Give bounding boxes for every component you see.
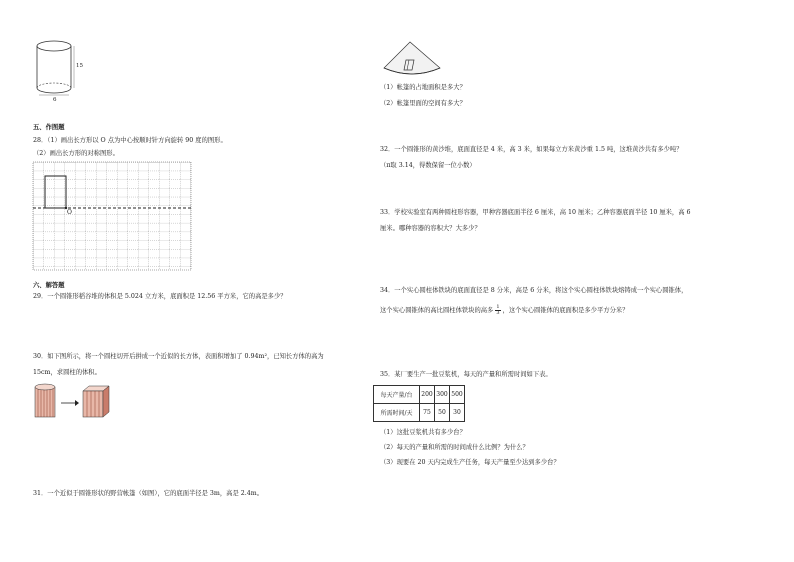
table-cell: 300 bbox=[435, 386, 450, 404]
section-5-heading: 五、作图题 bbox=[33, 124, 65, 131]
q28-line2: （2）画出长方形的对称图形。 bbox=[33, 150, 119, 157]
q31-sub1: （1）帐篷的占地面积是多大？ bbox=[380, 84, 466, 91]
section-6-heading: 六、解答题 bbox=[33, 282, 65, 289]
one-third-fraction: $\frac{1}{3}$ bbox=[496, 304, 500, 316]
q35-sub2: （2）每天的产量和所需的时间成什么比例？为什么？ bbox=[380, 444, 529, 451]
table-row bbox=[374, 404, 465, 422]
point-o-label: O bbox=[67, 209, 72, 216]
row-label-daily-output: 每天产量/台 bbox=[374, 386, 420, 404]
q30-line2: 15cm，求圆柱的体积。 bbox=[33, 369, 101, 376]
q32-line2: （π取 3.14，得数保留一位小数） bbox=[380, 162, 476, 169]
tent-figure bbox=[382, 40, 442, 80]
cylinder-diameter-label: 6 bbox=[53, 97, 57, 103]
cylinder-figure bbox=[30, 38, 90, 108]
q34-line1: 34．一个实心圆柱体铁块的底面直径是 8 分米，高是 6 分米，将这个实心圆柱体铁块熔铸成一个实心圆锥体， bbox=[380, 287, 688, 294]
table-row bbox=[374, 386, 465, 404]
q34-line2-start: 这个实心圆锥体的高比圆柱体铁块的高多 bbox=[380, 307, 494, 314]
q35-sub3: （3）现要在 20 天内完成生产任务，每天产量至少达到多少台？ bbox=[380, 459, 560, 466]
q34-line2-end: ，这个实心圆锥体的底面积是多少平方分米？ bbox=[502, 307, 629, 314]
table-cell: 75 bbox=[420, 404, 435, 422]
table-cell: 500 bbox=[450, 386, 465, 404]
cylinder-to-cuboid-figure bbox=[33, 383, 113, 423]
q33-line1: 33．学校实验室有两种圆柱形容器，甲种容器底面半径 6 厘米，高 10 厘米；乙种容器底面半径 10 厘米，高 6 bbox=[380, 209, 691, 216]
q33-line2: 厘米。哪种容器的容积大？大多少？ bbox=[380, 225, 481, 232]
table-cell: 30 bbox=[450, 404, 465, 422]
drawing-grid bbox=[33, 162, 203, 272]
q28-line1: 28．（1）画出长方形以 O 点为中心按顺时针方向旋转 90 度的图形。 bbox=[33, 137, 227, 144]
q32-line1: 32．一个圆锥形的黄沙堆，底面直径是 4 米，高 3 米，如果每立方米黄沙重 1.5 吨，这堆黄沙共有多少吨？ bbox=[380, 146, 683, 153]
q31-text: 31．一个近似于圆锥形状的野营帐篷（如图），它的底面半径是 3m，高是 2.4m。 bbox=[33, 490, 264, 497]
q31-sub2: （2）帐篷里面的空间有多大？ bbox=[380, 100, 466, 107]
table-cell: 50 bbox=[435, 404, 450, 422]
table-cell: 200 bbox=[420, 386, 435, 404]
q35-sub1: （1）这批豆浆机共有多少台？ bbox=[380, 429, 466, 436]
cylinder-height-label: 15 bbox=[76, 63, 83, 69]
row-label-days-needed: 所需时间/天 bbox=[374, 404, 420, 422]
q35-intro: 35．某厂要生产一批豆浆机，每天的产量和所需时间如下表。 bbox=[380, 371, 552, 378]
q34-line2 bbox=[380, 305, 629, 316]
q30-line1: 30．如下图所示，将一个圆柱切开后拼成一个近似的长方体，表面积增加了 0.94m²，已知长方体的高为 bbox=[33, 353, 324, 360]
production-table bbox=[373, 385, 465, 422]
q29-text: 29．一个圆锥形稻谷堆的体积是 5.024 立方米，底面积是 12.56 平方米，它的高是多少？ bbox=[33, 293, 287, 300]
